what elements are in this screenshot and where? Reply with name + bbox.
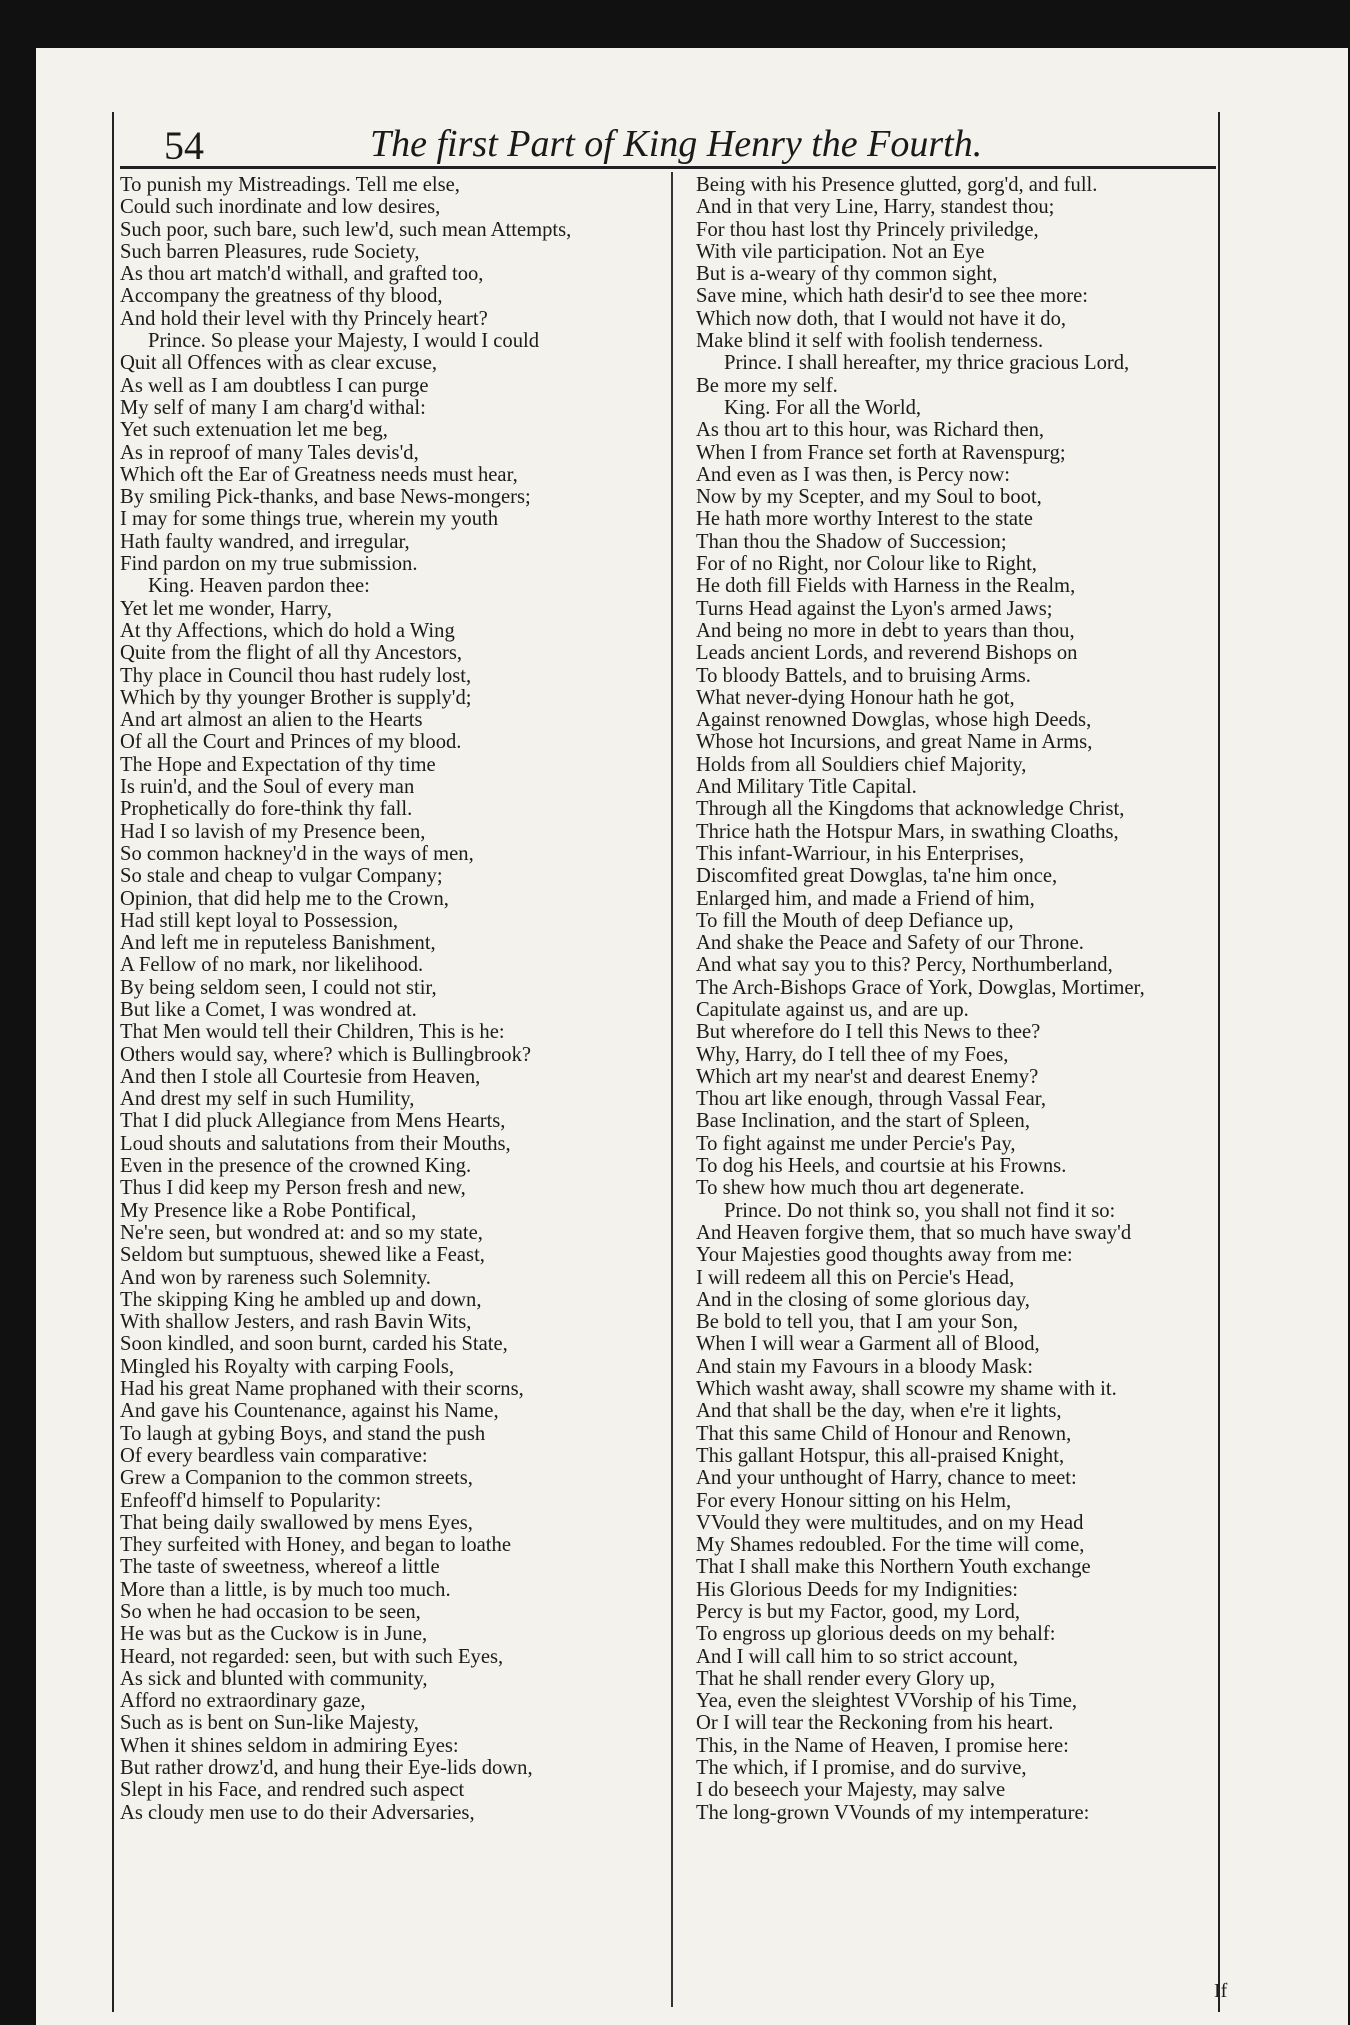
- text-line: Ne're seen, but wondred at: and so my state,: [120, 1221, 483, 1244]
- text-line: Being with his Presence glutted, gorg'd, and full.: [696, 174, 1098, 196]
- text-line: Yet such extenuation let me beg,: [120, 419, 388, 442]
- text-line: And art almost an alien to the Hearts: [120, 709, 423, 732]
- text-line: To fight against me under Percie's Pay,: [696, 1132, 1016, 1155]
- text-line: Which oft the Ear of Greatness needs must hear,: [120, 463, 518, 486]
- text-line: And being no more in debt to years than thou,: [696, 619, 1075, 642]
- text-line: I do beseech your Majesty, may salve: [696, 1779, 1006, 1802]
- text-line: A Fellow of no mark, nor likelihood.: [120, 954, 424, 977]
- text-line: Which now doth, that I would not have it do,: [696, 307, 1067, 330]
- text-line: Had I so lavish of my Presence been,: [120, 820, 426, 843]
- text-line: Your Majesties good thoughts away from me:: [696, 1244, 1073, 1267]
- text-line: Which by thy younger Brother is supply'd;: [120, 686, 472, 709]
- text-line: But rather drowz'd, and hung their Eye-lids down,: [120, 1757, 533, 1780]
- text-line: To shew how much thou art degenerate.: [696, 1177, 1025, 1200]
- text-line: As cloudy men use to do their Adversaries,: [120, 1801, 475, 1824]
- text-line: Why, Harry, do I tell thee of my Foes,: [696, 1043, 1009, 1066]
- text-line: The skipping King he ambled up and down,: [120, 1288, 482, 1311]
- text-line: Could such inordinate and low desires,: [120, 196, 441, 219]
- text-line: When it shines seldom in admiring Eyes:: [120, 1734, 459, 1757]
- text-line: When I will wear a Garment all of Blood,: [696, 1333, 1040, 1356]
- text-line: Thou art like enough, through Vassal Fear,: [696, 1088, 1046, 1111]
- text-line: I may for some things true, wherein my youth: [120, 508, 499, 531]
- text-line: Prince. Do not think so, you shall not find it so:: [724, 1199, 1116, 1222]
- text-line: When I from France set forth at Ravenspurg;: [696, 441, 1066, 464]
- text-line: Prince. I shall hereafter, my thrice gracious Lord,: [724, 352, 1130, 375]
- text-line: The Arch-Bishops Grace of York, Dowglas, Mortimer,: [696, 976, 1145, 999]
- text-line: What never-dying Honour hath he got,: [696, 686, 1015, 709]
- text-line: Prophetically do fore-think thy fall.: [120, 798, 413, 821]
- text-line: His Glorious Deeds for my Indignities:: [696, 1578, 1019, 1601]
- text-line: I will redeem all this on Percie's Head,: [696, 1266, 1015, 1289]
- text-line: By being seldom seen, I could not stir,: [120, 976, 437, 999]
- text-line: That being daily swallowed by mens Eyes,: [120, 1511, 473, 1534]
- text-line: Grew a Companion to the common streets,: [120, 1467, 473, 1490]
- text-line: And Heaven forgive them, that so much have sway'd: [696, 1221, 1132, 1244]
- text-line: He was but as the Cuckow is in June,: [120, 1623, 428, 1646]
- text-line: So common hackney'd in the ways of men,: [120, 842, 474, 865]
- text-line: This infant-Warriour, in his Enterprises,: [696, 842, 1025, 865]
- text-line: As thou art to this hour, was Richard then,: [696, 419, 1045, 442]
- text-line: And Military Title Capital.: [696, 776, 917, 799]
- text-line: Capitulate against us, and are up.: [696, 998, 969, 1021]
- text-line: Hath faulty wandred, and irregular,: [120, 530, 410, 553]
- text-line: Thus I did keep my Person fresh and new,: [120, 1177, 466, 1200]
- text-line: Find pardon on my true submission.: [120, 553, 418, 576]
- text-line: But like a Comet, I was wondred at.: [120, 998, 417, 1021]
- text-line: The long-grown VVounds of my intemperature:: [696, 1801, 1090, 1824]
- text-line: Thy place in Council thou hast rudely lost,: [120, 664, 472, 687]
- text-line: Prince. So please your Majesty, I would I could: [148, 330, 540, 353]
- right-column: [696, 174, 1216, 1824]
- text-line: Percy is but my Factor, good, my Lord,: [696, 1601, 1021, 1623]
- text-line: To laugh at gybing Boys, and stand the push: [120, 1422, 486, 1445]
- text-line: Quit all Offences with as clear excuse,: [120, 352, 437, 375]
- text-line: Base Inclination, and the start of Spleen,: [696, 1110, 1030, 1133]
- text-line: And in the closing of some glorious day,: [696, 1288, 1030, 1311]
- text-line: With vile participation. Not an Eye: [696, 240, 985, 263]
- text-line: Than thou the Shadow of Succession;: [696, 530, 1007, 553]
- text-line: Had still kept loyal to Possession,: [120, 909, 399, 932]
- text-line: Against renowned Dowglas, whose high Deeds,: [696, 709, 1092, 732]
- text-line: That Men would tell their Children, This is he:: [120, 1021, 505, 1044]
- text-line: But is a-weary of thy common sight,: [696, 263, 998, 286]
- running-title: The first Part of King Henry the Fourth.: [370, 123, 983, 165]
- text-line: Holds from all Souldiers chief Majority,: [696, 753, 1027, 776]
- text-line: Be more my self.: [696, 374, 838, 397]
- text-line: To dog his Heels, and courtsie at his Frowns.: [696, 1155, 1067, 1178]
- text-line: Soon kindled, and soon burnt, carded his State,: [120, 1333, 508, 1356]
- text-line: Through all the Kingdoms that acknowledge Christ,: [696, 798, 1125, 821]
- text-line: And I will call him to so strict account,: [696, 1645, 1018, 1668]
- text-line: My Shames redoubled. For the time will come,: [696, 1534, 1085, 1557]
- text-line: Such as is bent on Sun-like Majesty,: [120, 1712, 419, 1735]
- text-line: Even in the presence of the crowned King.: [120, 1155, 472, 1178]
- text-line: Yet let me wonder, Harry,: [120, 597, 332, 620]
- text-line: Seldom but sumptuous, shewed like a Feast,: [120, 1244, 485, 1267]
- text-line: So stale and cheap to vulgar Company;: [120, 865, 443, 888]
- text-line: Enlarged him, and made a Friend of him,: [696, 887, 1035, 910]
- text-line: This gallant Hotspur, this all-praised Knight,: [696, 1444, 1065, 1467]
- text-line: The Hope and Expectation of thy time: [120, 753, 436, 776]
- text-line: To bloody Battels, and to bruising Arms.: [696, 664, 1031, 687]
- text-line: With shallow Jesters, and rash Bavin Wits,: [120, 1311, 472, 1334]
- text-line: Afford no extraordinary gaze,: [120, 1690, 366, 1713]
- text-line: That he shall render every Glory up,: [696, 1667, 996, 1690]
- text-line: Save mine, which hath desir'd to see thee more:: [696, 285, 1089, 308]
- text-line: The taste of sweetness, whereof a little: [120, 1556, 440, 1579]
- text-line: Yea, even the sleightest VVorship of his Time,: [696, 1690, 1078, 1713]
- text-line: Opinion, that did help me to the Crown,: [120, 887, 449, 910]
- text-line: Loud shouts and salutations from their Mouths,: [120, 1132, 511, 1155]
- text-line: But wherefore do I tell this News to thee?: [696, 1021, 1041, 1044]
- text-line: Or I will tear the Reckoning from his heart.: [696, 1712, 1054, 1735]
- text-line: So when he had occasion to be seen,: [120, 1601, 421, 1623]
- text-line: Discomfited great Dowglas, ta'ne him once,: [696, 865, 1058, 888]
- text-line: VVould they were multitudes, and on my Head: [696, 1511, 1084, 1534]
- text-line: He doth fill Fields with Harness in the Realm,: [696, 575, 1076, 598]
- text-line: For thou hast lost thy Princely priviledge,: [696, 218, 1039, 241]
- column-divider: [671, 172, 673, 2007]
- text-line: And even as I was then, is Percy now:: [696, 463, 1010, 486]
- text-line: To engross up glorious deeds on my behalf:: [696, 1623, 1056, 1646]
- text-line: And shake the Peace and Safety of our Throne.: [696, 932, 1084, 955]
- text-line: And then I stole all Courtesie from Heaven,: [120, 1065, 481, 1088]
- text-line: They surfeited with Honey, and began to loathe: [120, 1534, 511, 1557]
- text-line: By smiling Pick-thanks, and base News-mongers;: [120, 486, 531, 509]
- text-line: And left me in reputeless Banishment,: [120, 932, 436, 955]
- text-line: King. Heaven pardon thee:: [148, 575, 370, 598]
- text-line: At thy Affections, which do hold a Wing: [120, 619, 455, 642]
- text-line: The which, if I promise, and do survive,: [696, 1757, 1027, 1780]
- text-line: And won by rareness such Solemnity.: [120, 1266, 431, 1289]
- text-line: Leads ancient Lords, and reverend Bishops on: [696, 642, 1078, 665]
- text-line: Had his great Name prophaned with their scorns,: [120, 1378, 524, 1401]
- text-line: Now by my Scepter, and my Soul to boot,: [696, 486, 1042, 509]
- text-line: To fill the Mouth of deep Defiance up,: [696, 909, 1014, 932]
- text-line: As sick and blunted with community,: [120, 1667, 428, 1690]
- text-line: Which art my near'st and dearest Enemy?: [696, 1065, 1039, 1088]
- text-line: For of no Right, nor Colour like to Right,: [696, 553, 1037, 576]
- text-line: That I shall make this Northern Youth exchange: [696, 1556, 1091, 1579]
- text-line: As thou art match'd withall, and grafted too,: [120, 263, 484, 286]
- text-line: And that shall be the day, when e're it lights,: [696, 1400, 1062, 1423]
- text-line: For every Honour sitting on his Helm,: [696, 1489, 1012, 1512]
- text-line: And what say you to this? Percy, Northumberland,: [696, 954, 1113, 977]
- text-line: Is ruin'd, and the Soul of every man: [120, 776, 415, 799]
- text-line: This, in the Name of Heaven, I promise here:: [696, 1734, 1069, 1757]
- text-line: And hold their level with thy Princely heart?: [120, 307, 488, 330]
- text-line: Accompany the greatness of thy blood,: [120, 285, 443, 308]
- text-line: Slept in his Face, and rendred such aspect: [120, 1779, 465, 1802]
- text-line: Enfeoff'd himself to Popularity:: [120, 1489, 382, 1512]
- text-line: Which washt away, shall scowre my shame with it.: [696, 1378, 1117, 1401]
- text-line: Of all the Court and Princes of my blood.: [120, 731, 462, 754]
- text-line: He hath more worthy Interest to the state: [696, 508, 1033, 531]
- text-line: And stain my Favours in a bloody Mask:: [696, 1355, 1033, 1378]
- text-line: That I did pluck Allegiance from Mens Hearts,: [120, 1110, 506, 1133]
- text-line: Whose hot Incursions, and great Name in Arms,: [696, 731, 1093, 754]
- text-line: And gave his Countenance, against his Name,: [120, 1400, 499, 1423]
- text-line: King. For all the World,: [724, 396, 922, 419]
- text-line: Such barren Pleasures, rude Society,: [120, 240, 420, 263]
- page-number: 54: [164, 123, 204, 168]
- text-line: Make blind it self with foolish tenderness.: [696, 330, 1044, 353]
- text-line: As well as I am doubtless I can purge: [120, 374, 429, 397]
- text-line: And your unthought of Harry, chance to meet:: [696, 1467, 1077, 1490]
- left-column: [120, 174, 668, 1824]
- text-line: Thrice hath the Hotspur Mars, in swathing Cloaths,: [696, 820, 1119, 843]
- text-line: Mingled his Royalty with carping Fools,: [120, 1355, 455, 1378]
- page-header: [120, 112, 1216, 172]
- text-line: Turns Head against the Lyon's armed Jaws;: [696, 597, 1053, 620]
- header-rule: [120, 166, 1216, 169]
- text-line: More than a little, is by much too much.: [120, 1578, 451, 1601]
- text-line: My self of many I am charg'd withal:: [120, 396, 426, 419]
- text-line: And in that very Line, Harry, standest thou;: [696, 196, 1055, 219]
- text-line: Of every beardless vain comparative:: [120, 1444, 428, 1467]
- text-line: To punish my Mistreadings. Tell me else,: [120, 174, 460, 196]
- text-line: Such poor, such bare, such lew'd, such mean Attempts,: [120, 218, 572, 241]
- text-line: Heard, not regarded: seen, but with such Eyes,: [120, 1645, 504, 1668]
- text-line: That this same Child of Honour and Renown,: [696, 1422, 1072, 1445]
- text-line: As in reproof of many Tales devis'd,: [120, 441, 419, 464]
- catchword: If: [1214, 1980, 1228, 2002]
- text-line: And drest my self in such Humility,: [120, 1088, 415, 1111]
- text-line: Others would say, where? which is Bullingbrook?: [120, 1043, 532, 1066]
- text-line: My Presence like a Robe Pontifical,: [120, 1199, 417, 1222]
- text-line: Quite from the flight of all thy Ancestors,: [120, 642, 463, 665]
- text-line: Be bold to tell you, that I am your Son,: [696, 1311, 1019, 1334]
